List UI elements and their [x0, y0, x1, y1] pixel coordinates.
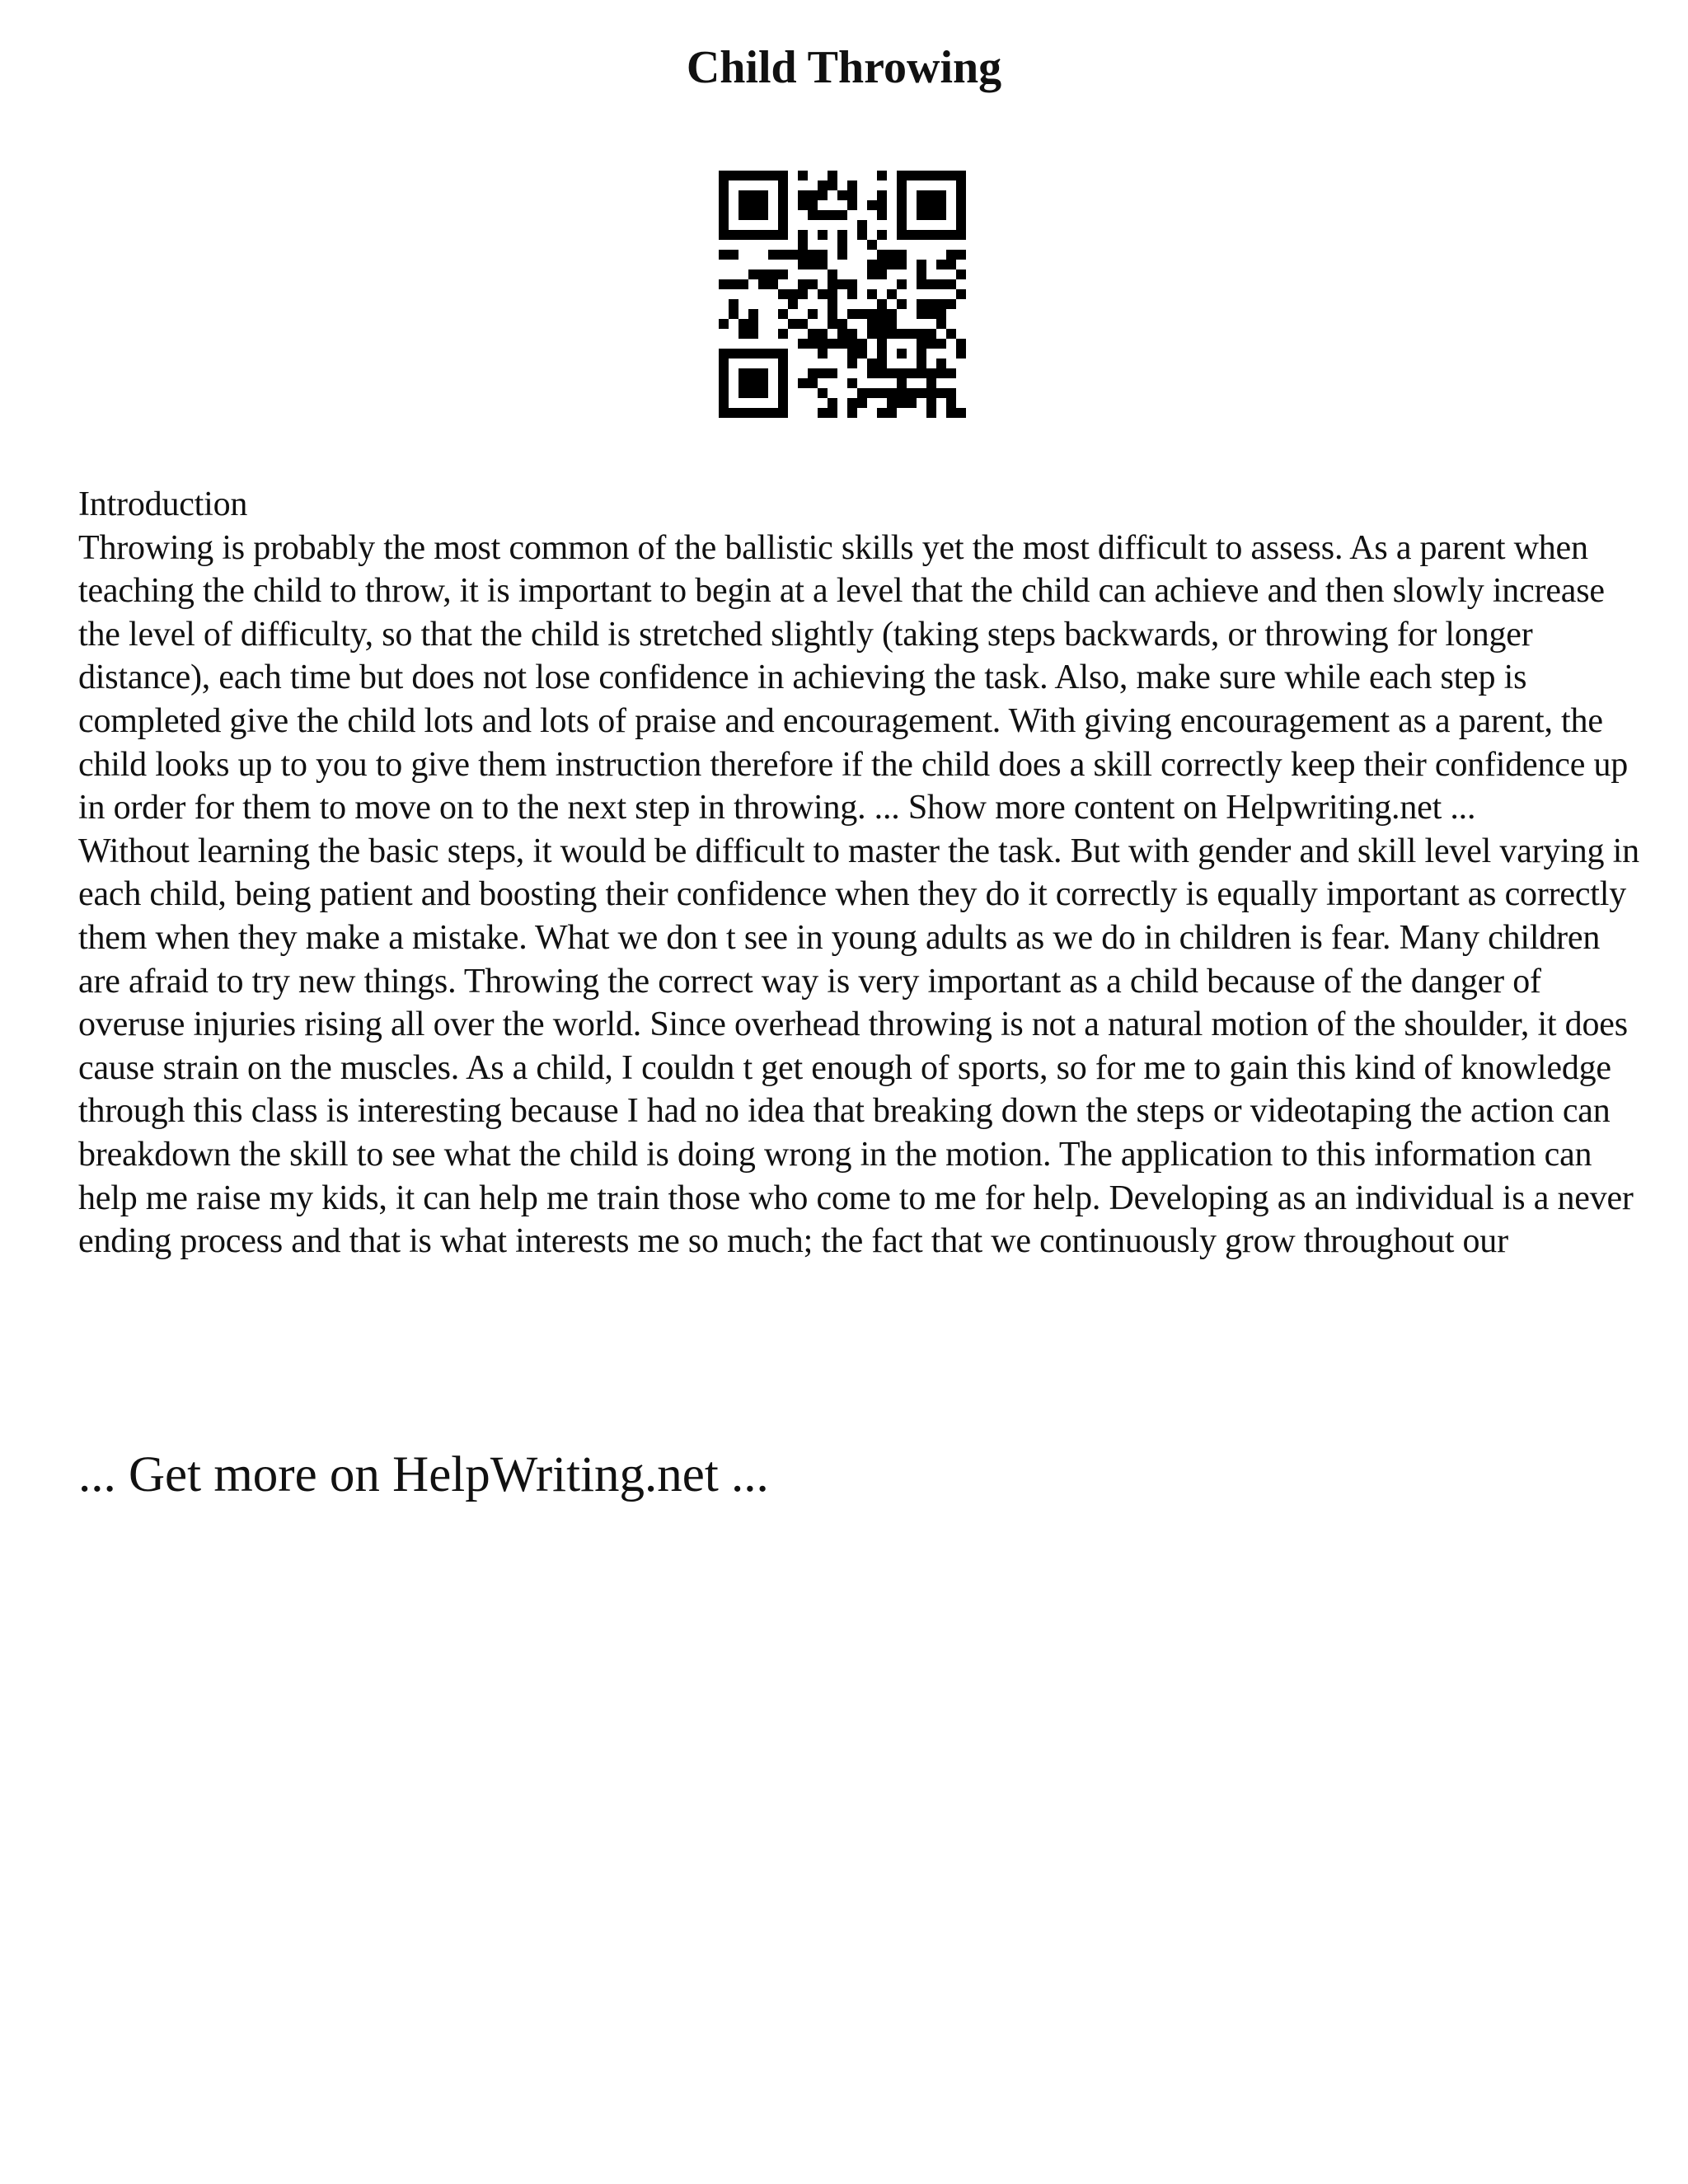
article-body [78, 483, 1644, 1263]
paragraph-continuation: Without learning the basic steps, it would be difficult to master the task. But with gender and skill level varying in each child, being patient and boosting their confidence when they do it correctly is equally important as correctly them when they make a mistake. What we don t see in young adults as we do in children is fear. Many children are afraid to try new things. Throwing the correct way is very important as a child because of the danger of overuse injuries rising all over the world. Since overhead throwing is not a natural motion of the shoulder, it does cause strain on the muscles. As a child, I couldn t get enough of sports, so for me to gain this kind of knowledge through this class is interesting because I had no idea that breaking down the steps or videotaping the action can breakdown the skill to see what the child is doing wrong in the motion. The application to this information can help me raise my kids, it can help me train those who come to me for help. Developing as an individual is a never ending process and that is what interests me so much; the fact that we continuously grow throughout our [78, 832, 1639, 1261]
get-more-link[interactable]: ... Get more on HelpWriting.net ... [78, 1447, 769, 1502]
document-title: Child Throwing [686, 42, 1002, 93]
section-heading: Introduction [78, 485, 248, 523]
qr-code-icon[interactable] [719, 171, 966, 418]
qr-code-graphic [719, 171, 966, 418]
paragraph-introduction: Throwing is probably the most common of the ballistic skills yet the most difficult to assess. As a parent when teaching the child to throw, it is important to begin at a level that the child can achieve and then slowly increase the level of difficulty, so that the child is stretched slightly (taking steps backwards, or throwing for longer distance), each time but does not lose confidence in achieving the task. Also, make sure while each step is completed give the child lots and lots of praise and encouragement. With giving encouragement as a parent, the child looks up to you to give them instruction therefore if the child does a skill correctly keep their confidence up in order for them to move on to the next step in throwing. ... Show more content on Helpwriting.net ... [78, 528, 1629, 827]
